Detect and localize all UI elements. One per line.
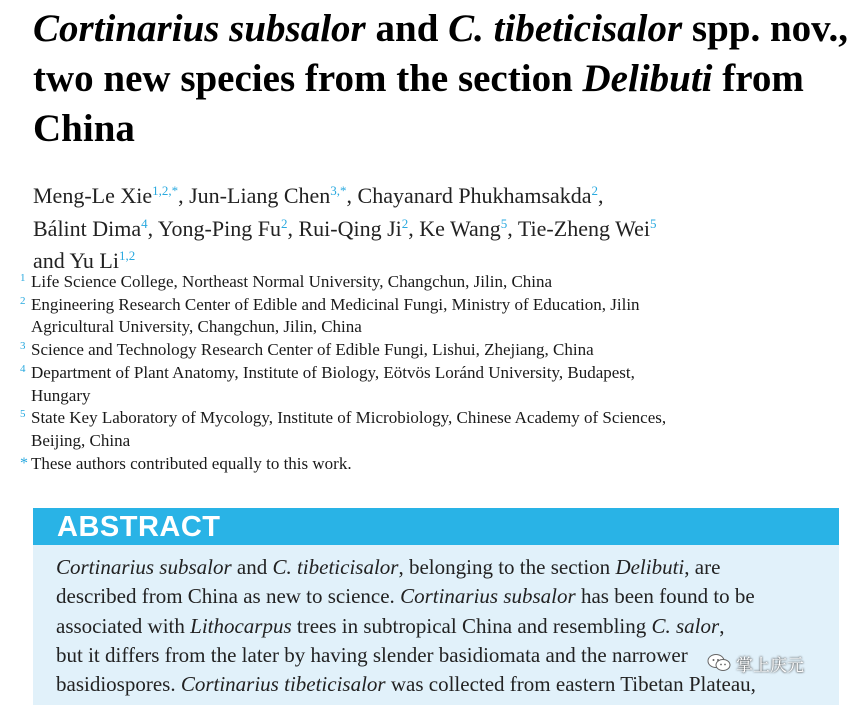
author-name: Bálint Dima [33, 215, 142, 241]
author-name: Meng-Le Xie [33, 183, 153, 208]
abstract-italic-term: Cortinarius subsalor [56, 555, 232, 579]
affiliation-line: Department of Plant Anatomy, Institute of Biology, Eötvös Loránd University, Budapest, [31, 362, 635, 382]
author-affil-sup[interactable]: 4 [141, 215, 148, 231]
author-affil-sup[interactable]: 1,2 [118, 248, 136, 263]
title-section-name: Delibuti [582, 57, 713, 100]
abstract-italic-term: Cortinarius subsalor [400, 584, 576, 609]
abstract-italic-term: Cortinarius tibeticisalor [180, 672, 386, 697]
affiliation-line: Life Science College, Northeast Normal University, Changchun, Jilin, China [31, 272, 553, 291]
equal-contribution-note [20, 453, 740, 476]
abstract-text-run: basidiospores. [56, 672, 181, 697]
author-sep: , [178, 183, 190, 208]
author-affil-sup[interactable]: 1,2,* [152, 183, 179, 198]
title-text-3: from China [33, 57, 804, 150]
author-sep: , [598, 183, 604, 208]
author-list [33, 177, 833, 275]
title-text-1: and [365, 7, 449, 50]
wechat-icon [707, 653, 731, 673]
watermark-text: 掌上庆元 [736, 655, 804, 676]
equal-contribution-text: These authors contributed equally to this work. [31, 453, 352, 473]
abstract-line [56, 582, 836, 611]
abstract-body [33, 545, 839, 705]
author-name: Ke Wang [419, 215, 501, 241]
abstract-line [56, 612, 836, 641]
author-name: Chayanard Phukhamsakda [357, 183, 592, 208]
affiliation-item [20, 339, 740, 362]
abstract-italic-term: Lithocarpus [190, 613, 292, 638]
abstract-header [33, 508, 839, 545]
author-affil-sup[interactable]: 2 [280, 215, 288, 231]
author-name: Jun-Liang Chen [189, 183, 331, 208]
author-name: Rui-Qing Ji [298, 215, 402, 241]
affiliation-line: Science and Technology Research Center of Edible Fungi, Lishui, Zhejiang, China [31, 340, 594, 360]
abstract-text-run: was collected from eastern Tibetan Plateau, [385, 672, 756, 697]
abstract-text-run: has been found to be [575, 584, 755, 609]
author-affil-sup[interactable]: 3,* [330, 183, 347, 198]
author-sep: , [287, 215, 299, 241]
author-name: Tie-Zheng Wei [517, 215, 650, 241]
abstract-text-run: , belonging to the section [398, 555, 616, 579]
author-name: and Yu Li [33, 248, 119, 273]
author-sep: , [346, 183, 358, 208]
abstract-italic-term: C. tibeticisalor [272, 555, 399, 579]
affiliation-line: Beijing, China [31, 430, 131, 450]
paper-title [33, 4, 859, 154]
affiliation-item [20, 271, 740, 294]
affiliation-item [20, 294, 740, 339]
affiliation-number: 3 [20, 340, 26, 353]
affiliation-item [20, 362, 740, 407]
affiliation-number: 4 [20, 362, 26, 375]
affiliation-line: State Key Laboratory of Mycology, Institute of Microbiology, Chinese Academy of Sciences, [31, 408, 667, 428]
author-sep: , [408, 215, 420, 241]
abstract-text-run: , [719, 613, 725, 638]
abstract-text-run: , are [684, 555, 721, 579]
abstract-text-run: described from China as new to science. [56, 584, 401, 609]
affiliation-line: Hungary [31, 385, 91, 405]
author-sep: , [147, 215, 158, 241]
author-sep: , [507, 215, 518, 241]
abstract-line [56, 553, 836, 582]
author-name: Yong-Ping Fu [157, 215, 281, 241]
abstract-text-run: trees in subtropical China and resembling [291, 613, 652, 638]
asterisk-symbol: * [20, 454, 28, 472]
abstract-italic-term: C. salor [651, 613, 720, 638]
abstract-text-run: and [231, 555, 273, 579]
affiliation-number: 1 [20, 272, 26, 284]
affiliation-line: Engineering Research Center of Edible and Medicinal Fungi, Ministry of Education, Jilin [31, 294, 640, 314]
affiliation-item [20, 407, 740, 452]
abstract-heading: ABSTRACT [57, 511, 221, 543]
affiliation-list [20, 271, 740, 475]
abstract-italic-term: Delibuti [615, 555, 685, 579]
abstract-text-run: associated with [56, 613, 191, 638]
affiliation-number: 2 [20, 294, 26, 307]
author-affil-sup[interactable]: 5 [649, 215, 657, 231]
wechat-watermark [707, 646, 847, 680]
affiliation-number: 5 [20, 408, 26, 421]
affiliation-line: Agricultural University, Changchun, Jilin, China [31, 317, 362, 337]
author-affil-sup[interactable]: 5 [500, 215, 508, 231]
title-species-1: Cortinarius subsalor [33, 7, 366, 50]
author-affil-sup[interactable]: 2 [591, 183, 599, 198]
title-species-2: C. tibeticisalor [448, 7, 683, 50]
title-text-2: spp. nov., two new species from the section [33, 7, 848, 100]
author-affil-sup[interactable]: 2 [401, 215, 409, 231]
abstract-text-run: but it differs from the later by having slender basidiomata and the narrower [56, 642, 688, 667]
